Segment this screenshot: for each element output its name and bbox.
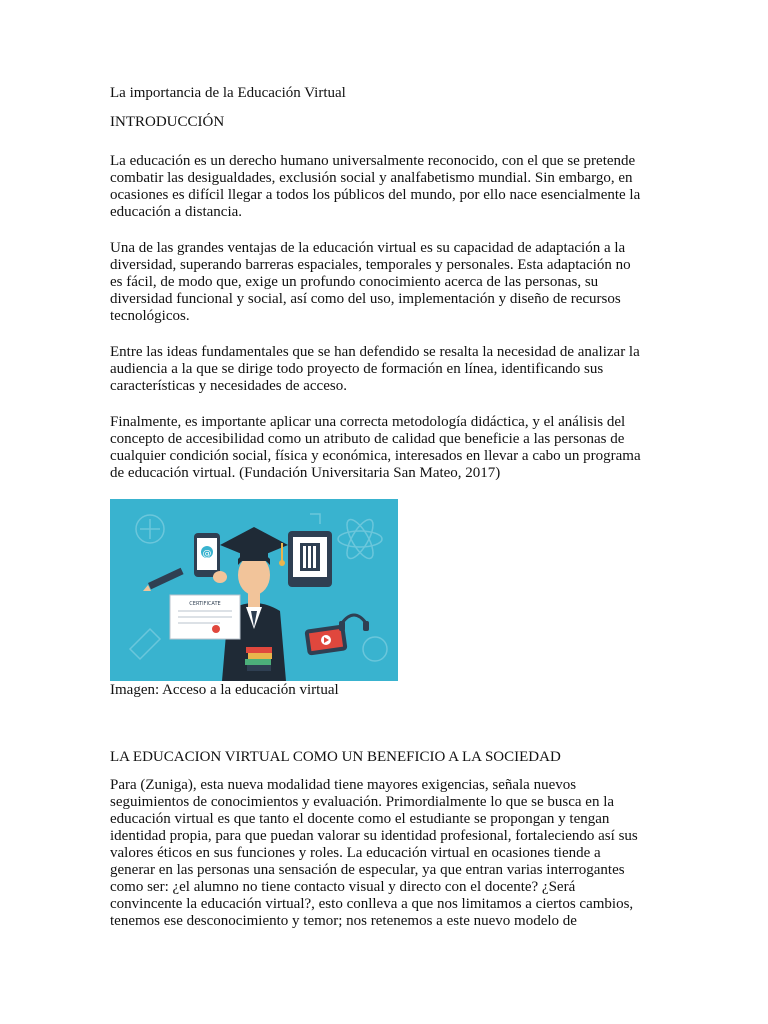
paragraph-line: Finalmente, es importante aplicar una correcta metodología didáctica, y el análisis del <box>110 414 626 430</box>
paragraph-line: de educación virtual. (Fundación Universitaria San Mateo, 2017) <box>110 465 501 481</box>
document-body <box>110 85 662 949</box>
monitor-icon <box>288 531 332 587</box>
paragraph-line: Entre las ideas fundamentales que se han defendido se resalta la necesidad de analizar la <box>110 344 640 360</box>
certificate-label: CERTIFICATE <box>189 601 221 607</box>
paragraph-line: tecnológicos. <box>110 308 190 324</box>
paragraph-line: Para (Zuniga), esta nueva modalidad tiene mayores exigencias, señala nuevos <box>110 777 577 793</box>
virtual-education-illustration <box>110 499 398 681</box>
paragraph-4 <box>110 414 662 482</box>
paragraph-line: diversidad, superando barreras espaciales, temporales y personales. Esta adaptación no <box>110 257 631 273</box>
paragraph-line: cualquier condición social, física y económica, interesados en llevar a cabo un programa <box>110 448 641 464</box>
paragraph-line: identidad propia, para que puedan valorar su identidad profesional, fortaleciendo así sus <box>110 828 638 844</box>
graduate-illustration <box>110 499 398 681</box>
section-heading: LA EDUCACION VIRTUAL COMO UN BENEFICIO A LA SOCIEDAD <box>110 749 561 765</box>
tablet-at-icon <box>194 533 220 577</box>
paragraph-line: tenemos ese desconocimiento y temor; nos retenemos a este nuevo modelo de <box>110 913 577 929</box>
svg-text:@: @ <box>202 549 212 559</box>
paragraph-line: combatir las desigualdades, exclusión social y analfabetismo mundial. Sin embargo, en <box>110 170 633 186</box>
paragraph-line: educación a distancia. <box>110 204 243 220</box>
paragraph-line: La educación es un derecho humano universalmente reconocido, con el que se pretende <box>110 153 636 169</box>
figure-caption: Imagen: Acceso a la educación virtual <box>110 682 339 698</box>
paragraph-line: generar en las personas una sensación de especular, ya que entran varias interrogantes <box>110 862 625 878</box>
paragraph-line: valores éticos en sus funciones y roles. La educación virtual en ocasiones tiende a <box>110 845 601 861</box>
paragraph-line: convincente la educación virtual?, esto conlleva a que nos limitamos a ciertos cambios, <box>110 896 634 912</box>
paragraph-line: audiencia a la que se dirige todo proyecto de formación en línea, identificando sus <box>110 361 604 377</box>
intro-heading: INTRODUCCIÓN <box>110 114 225 130</box>
paragraph-line: es fácil, de modo que, exige un profundo conocimiento acerca de las personas, su <box>110 274 599 290</box>
document-title: La importancia de la Educación Virtual <box>110 85 346 101</box>
paragraph-line: educación virtual es que tanto el docente como el estudiante se propongan y tengan <box>110 811 610 827</box>
paragraph-3 <box>110 344 662 395</box>
figure <box>110 499 662 699</box>
paragraph-line: seguimientos de conocimientos y evaluación. Primordialmente lo que se busca en la <box>110 794 615 810</box>
paragraph-line: Una de las grandes ventajas de la educación virtual es su capacidad de adaptación a la <box>110 240 626 256</box>
certificate-document <box>170 595 240 639</box>
paragraph-1 <box>110 153 662 221</box>
section-paragraph <box>110 777 662 930</box>
books-stack-icon <box>245 647 272 671</box>
paragraph-line: características y necesidades de acceso. <box>110 378 347 394</box>
paragraph-line: como ser: ¿el alumno no tiene contacto visual y directo con el docente? ¿Será <box>110 879 576 895</box>
paragraph-line: diversidad funcional y social, así como del uso, implementación y diseño de recursos <box>110 291 621 307</box>
paragraph-line: concepto de accesibilidad como un atributo de calidad que beneficie a las personas de <box>110 431 625 447</box>
paragraph-line: ocasiones es difícil llegar a todos los públicos del mundo, por ello nace esencialmente la <box>110 187 641 203</box>
paragraph-2 <box>110 240 662 325</box>
